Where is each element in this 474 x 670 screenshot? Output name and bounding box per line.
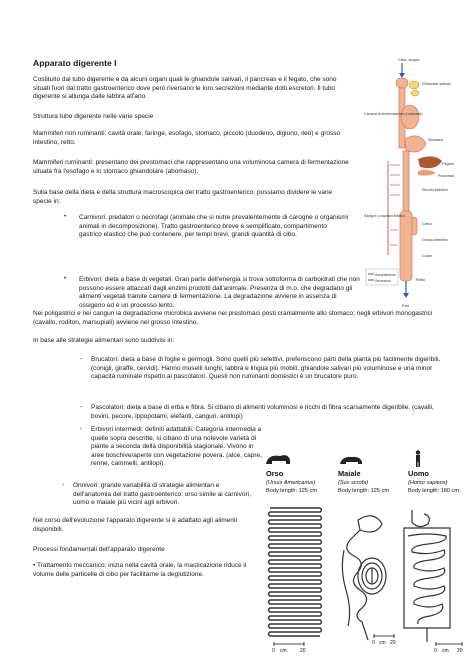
sub-erbivori-intermedi: Erbivori intermedi: definiti adattabili. Categoria intermedia a quelle sopra descritte, si cibano di una notevole varietà di piante a seconda della disponibilità stagionale. Vivono in aree boschive/aperte con vegetazione povera. (alce, capre, renne, cammelli, antilopi)	[91, 426, 262, 468]
species-name: Maiale	[338, 469, 361, 478]
pig-gut-shape	[342, 516, 386, 640]
bullet-onnivori: Onnivori: grande variabilità di strategie alimentari e dell'anatomia del tratto gastroenterico: orso simile ai carnivori, uomo e maiale più vicini agli erbivori.	[73, 482, 251, 507]
scale-zero: 0	[272, 648, 275, 654]
scale-bar-human	[434, 642, 463, 654]
scale-twenty: 20	[300, 648, 306, 654]
scale-cm: cm	[379, 640, 386, 646]
species-name: Orso	[266, 469, 284, 478]
paragraph-poligastrici: Nei poligastrici e nei canguri la degradazione microbica avviene nei prestomaci posti cranialmente allo stomaco; negli erbivori monogastrici (cavallo, roditori, marsupiali) avviene nel grosso intestino.	[33, 310, 433, 326]
legend-secrezioni: Secrezioni	[375, 279, 391, 283]
label-feci: Feci	[402, 304, 410, 308]
label-camera: Camera di fermentazione (ruminanti)	[364, 112, 423, 116]
paragraph-evolution: Nel corso dell'evoluzione l'apparato digerente si è adattato agli alimenti disponibili.	[33, 517, 238, 533]
digestive-tract-diagram	[362, 55, 460, 313]
label-grosso: Grosso intestino	[422, 238, 448, 242]
label-retto: Retto	[416, 278, 426, 282]
label-fegato: Fegato	[442, 162, 454, 166]
sub-pascolatori: Pascolatori: dieta a base di erba e fibra. Si cibano di alimenti voluminosi e ricchi di fibra scarsamente digeribile. (cavalli, bovini, pecore, ippopotami, elefanti, canguri, antilopi)	[91, 404, 434, 420]
human-silhouette-icon	[416, 450, 420, 467]
species-name: Uomo	[408, 469, 429, 478]
label-colon: Colon	[422, 254, 432, 258]
scale-cm: cm	[442, 648, 449, 654]
fermentation-chamber-shape	[401, 105, 419, 129]
species-latin: (Ursus Americanus)	[266, 480, 316, 486]
species-length: Body length: 125 cm	[338, 488, 389, 494]
paragraph-structure-heading: Struttura tubo digerente nelle varie specie	[33, 113, 154, 120]
scale-zero: 0	[434, 648, 437, 654]
scale-bar-bear	[272, 642, 306, 654]
scale-bar-pig	[372, 634, 396, 646]
label-pancreas: Pancreas	[438, 174, 455, 178]
label-ghiandole: Ghiandole salivari	[422, 82, 451, 86]
paragraph-ruminants: Mammiferi ruminanti: presentano dei prestomaci che rappresentano una voluminosa camera di fermentazione situata fra l'esofago e lo stomaco ghiandolare (abomaso).	[33, 159, 349, 175]
bear-silhouette-icon	[266, 455, 290, 464]
bullet-marker: •	[64, 214, 67, 220]
liver-shape	[418, 156, 442, 168]
pig-silhouette-icon	[340, 457, 362, 464]
species-latin: (Sus scrofa)	[338, 480, 369, 486]
sub-brucatori: Brucatori: dieta a base di foglie e germogli. Sono quelli più selettivi, preferiscono parti della pianta più facilmente digeribili. (conigli, giraffe, cervidi). Hanno muselli lunghi, labbra e lingua più mobili, ghiandole salivari più voluminose e una minor capacità ruminale rispetto ai pascolatori. Questi non ruminanti domestici è un brucatore puro.	[91, 356, 441, 381]
species-length: Body length: 125 cm	[266, 488, 317, 494]
bullet-marker: •	[64, 276, 67, 282]
paragraph-diet-intro: Sulla base della dieta e della struttura macroscopica del tratto gastroenterico, possiamo dividere le varie specie in:	[33, 189, 333, 205]
mouth-shape	[396, 78, 408, 88]
small-intestine-shape	[403, 151, 409, 211]
salivary-gland-shape	[409, 81, 419, 89]
paragraph-processes-heading: Processi fondamentali dell'apparato digerente	[33, 546, 165, 553]
dash-marker: -	[62, 482, 64, 488]
species-latin: (Homo sapiens)	[408, 480, 448, 486]
dash-marker: -	[80, 404, 82, 410]
bullet-carnivori: Carnivori: predatori o necrofagi (animale che si nutre prevalentemente di carogne o organismi animali in decomposizione). Tratto gastroenterico breve e semplificato, compartimento gastrico elastico che può contenere, per tempi brevi, grandi quantità di cibo.	[79, 214, 349, 239]
paragraph-intro: Costituito dal tubo digerente e da alcuni organi quali le ghiandole salivari, il pancreas e il fegato, che sono situati fuori dal tratto gastroenterico dove però riversano le loro secrezioni mediante dotti escretori. Il tubo digerente si allunga dalle labbra all'ano.	[33, 76, 337, 101]
dash-marker: -	[80, 356, 82, 362]
food-arrow-head-icon	[399, 73, 405, 78]
label-piccolo: Piccolo intestino	[422, 188, 448, 192]
stomach-shape	[405, 136, 426, 152]
paragraph-mechanical: • Trattamento meccanico: inizia nella cavità orale, la masticazione riduce il volume delle particelle di cibo per facilitarne la deglutizione.	[33, 562, 247, 578]
salivary-gland-shape	[411, 90, 419, 96]
pancreas-shape	[418, 170, 436, 176]
label-cibo: Cibo, acqua	[398, 57, 420, 62]
page-title: Apparato digerente I	[33, 58, 117, 68]
feces-arrow-head-icon	[403, 293, 409, 298]
bear-gut-shape	[269, 508, 322, 636]
scale-zero: 0	[372, 640, 375, 646]
species-length: Body length: 180 cm	[408, 488, 459, 494]
bullet-erbivori: Erbivori: dieta a base di vegetali. Gran parte dell'energia si trova sottoforma di carboidrati che non possono essere attaccati dagli enzimi prodotti dall'animale. Presenza di m.o. che degradano gli alimenti vegetali tramite camere di fermentazione. La degradazione avviene in assenza di ossigeno ed è un processo lento.	[79, 276, 360, 309]
scale-twenty: 20	[457, 648, 463, 654]
dash-marker: -	[80, 426, 82, 432]
paragraph-non-ruminants: Mammiferi non ruminanti: cavità orale, faringe, esofago, stomaco, piccolo (duodeno, digiuno, ileo) e grosso intestino, retto.	[33, 130, 341, 146]
label-cieco: Cieco	[422, 222, 432, 226]
legend-assorbimento: Assorbimento	[375, 273, 396, 277]
scale-cm: cm	[280, 648, 287, 654]
label-stomaco: Stomaco	[428, 138, 443, 142]
human-gut-shape	[404, 510, 450, 642]
absorption-arrows-icon	[390, 165, 400, 245]
large-intestine-shape	[400, 211, 412, 281]
paragraph-strategies-intro: In base alle strategie alimentari sono suddivisi in:	[33, 337, 175, 344]
label-sangue: Sangue o capillari linfatici	[364, 214, 405, 218]
scale-twenty: 20	[390, 640, 396, 646]
species-comparison-figure	[262, 450, 470, 664]
